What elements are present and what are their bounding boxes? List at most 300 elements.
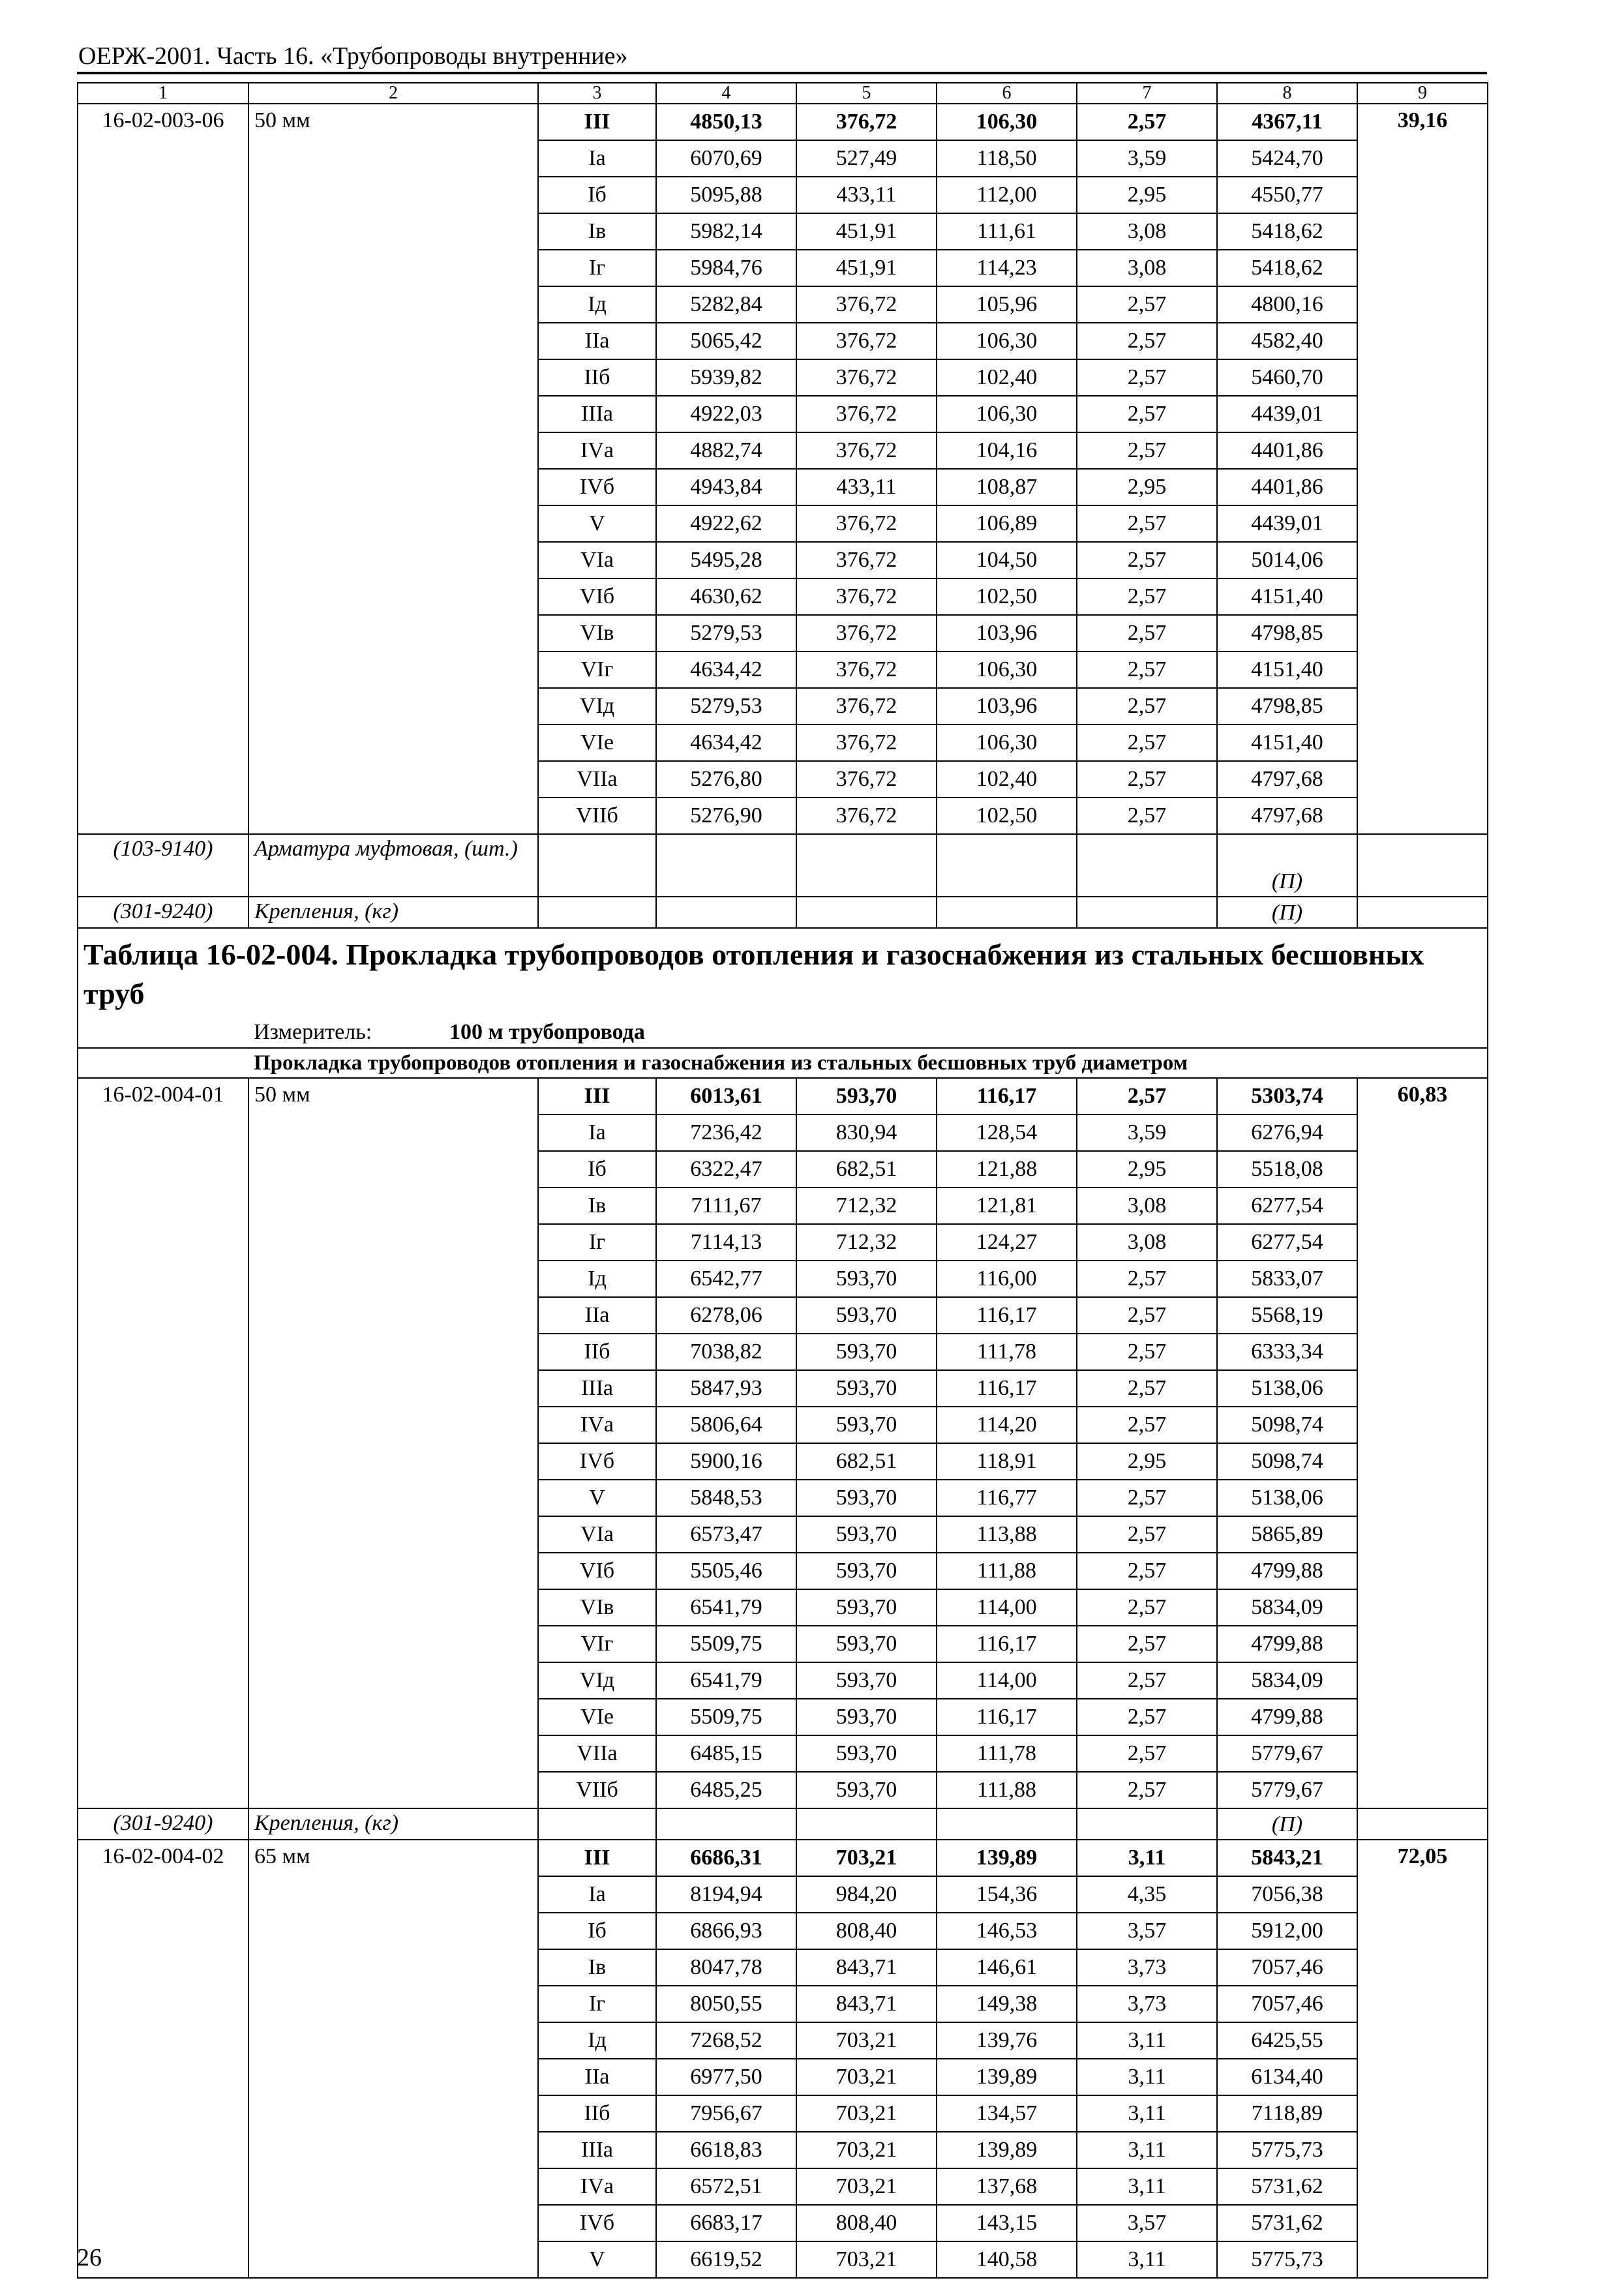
value-cell: 2,57 (1077, 1626, 1217, 1662)
value-cell: 6541,79 (656, 1662, 796, 1699)
value-cell: 433,11 (796, 177, 937, 213)
value-cell: 2,57 (1077, 615, 1217, 651)
table-body (78, 83, 1488, 2278)
value-cell: 376,72 (796, 396, 937, 432)
value-cell: 703,21 (796, 1840, 937, 1876)
value-cell: 137,68 (937, 2168, 1077, 2205)
value-cell: 451,91 (796, 250, 937, 286)
value-cell: 2,57 (1077, 542, 1217, 578)
value-cell: 116,17 (937, 1078, 1077, 1115)
value-cell: 4798,85 (1217, 615, 1357, 651)
value-cell: 3,11 (1077, 2059, 1217, 2095)
value-cell: 2,95 (1077, 469, 1217, 505)
value-cell: 2,57 (1077, 104, 1217, 140)
value-cell: 116,17 (937, 1626, 1077, 1662)
value-cell: 5806,64 (656, 1407, 796, 1443)
value-cell: 3,08 (1077, 1224, 1217, 1261)
zone-cell: VIа (538, 1516, 656, 1553)
zone-cell: V (538, 1480, 656, 1516)
value-cell: 2,57 (1077, 1699, 1217, 1735)
empty-cell (937, 1808, 1077, 1840)
value-cell: 128,54 (937, 1115, 1077, 1151)
zone-cell: Iд (538, 2022, 656, 2059)
resource-name: Арматура муфтовая, (шт.) (248, 834, 538, 897)
table-title: Таблица 16-02-004. Прокладка трубопроводов отопления и газоснабжения из стальных бесшовных труб (78, 928, 1488, 1017)
value-cell: 6277,54 (1217, 1224, 1357, 1261)
rate-row (78, 104, 1488, 140)
value-cell: 2,57 (1077, 688, 1217, 725)
zone-cell: IIб (538, 2095, 656, 2132)
value-cell: 703,21 (796, 2132, 937, 2168)
zone-cell: Iв (538, 1949, 656, 1986)
value-cell: 4943,84 (656, 469, 796, 505)
value-cell: 6541,79 (656, 1589, 796, 1626)
column-number: 9 (1357, 83, 1488, 104)
value-cell: 106,30 (937, 396, 1077, 432)
value-cell: 6619,52 (656, 2241, 796, 2278)
value-cell: 703,21 (796, 2059, 937, 2095)
value-cell: 4799,88 (1217, 1553, 1357, 1589)
value-cell: 114,20 (937, 1407, 1077, 1443)
empty-cell (796, 834, 937, 897)
resource-code: (301-9240) (78, 1808, 248, 1840)
value-cell: 5982,14 (656, 213, 796, 250)
value-cell: 5138,06 (1217, 1370, 1357, 1407)
value-cell: 4799,88 (1217, 1699, 1357, 1735)
value-cell: 4634,42 (656, 651, 796, 688)
value-cell: 5833,07 (1217, 1261, 1357, 1297)
value-cell: 6485,15 (656, 1735, 796, 1772)
value-cell: 5279,53 (656, 615, 796, 651)
value-cell: 112,00 (937, 177, 1077, 213)
value-cell: 5509,75 (656, 1626, 796, 1662)
rate-row (78, 1840, 1488, 1876)
value-cell: 376,72 (796, 578, 937, 615)
empty-cell (1077, 1808, 1217, 1840)
value-cell: 4850,13 (656, 104, 796, 140)
zone-cell: Iг (538, 1224, 656, 1261)
value-cell: 111,78 (937, 1334, 1077, 1370)
zone-cell: Iа (538, 140, 656, 177)
value-cell: 6866,93 (656, 1913, 796, 1949)
zone-cell: Iа (538, 1876, 656, 1913)
zone-cell: Iд (538, 286, 656, 323)
value-cell: 7111,67 (656, 1188, 796, 1224)
zone-cell: V (538, 505, 656, 542)
value-cell: 8194,94 (656, 1876, 796, 1913)
value-cell: 5303,74 (1217, 1078, 1357, 1115)
value-cell: 4439,01 (1217, 396, 1357, 432)
value-cell: 593,70 (796, 1553, 937, 1589)
empty-cell (1077, 897, 1217, 928)
meter-row (78, 1017, 1488, 1048)
resource-name: Крепления, (кг) (248, 897, 538, 928)
value-cell: 116,17 (937, 1699, 1077, 1735)
value-cell: 376,72 (796, 432, 937, 469)
value-cell: 108,87 (937, 469, 1077, 505)
rate-name: 50 мм (248, 104, 538, 834)
value-cell: 3,57 (1077, 1913, 1217, 1949)
column-number: 1 (78, 83, 248, 104)
page-number: 26 (77, 2244, 102, 2271)
value-cell: 2,57 (1077, 1589, 1217, 1626)
resource-row (78, 1808, 1488, 1840)
value-cell: 2,57 (1077, 359, 1217, 396)
value-cell: 6134,40 (1217, 2059, 1357, 2095)
value-cell: 593,70 (796, 1078, 937, 1115)
resource-value: (П) (1217, 834, 1357, 897)
value-cell: 2,57 (1077, 1553, 1217, 1589)
zone-cell: IIа (538, 2059, 656, 2095)
resource-value: (П) (1217, 1808, 1357, 1840)
value-cell: 5460,70 (1217, 359, 1357, 396)
value-cell: 6322,47 (656, 1151, 796, 1188)
empty-cell (656, 897, 796, 928)
value-cell: 7268,52 (656, 2022, 796, 2059)
value-cell: 2,95 (1077, 177, 1217, 213)
value-cell: 4582,40 (1217, 323, 1357, 359)
table-title-row (78, 928, 1488, 1017)
zone-cell: VIб (538, 1553, 656, 1589)
value-cell: 4800,16 (1217, 286, 1357, 323)
value-cell: 5095,88 (656, 177, 796, 213)
empty-cell (78, 1017, 248, 1048)
empty-cell (1357, 897, 1488, 928)
value-cell: 2,57 (1077, 578, 1217, 615)
empty-cell (1357, 1808, 1488, 1840)
value-cell: 106,30 (937, 651, 1077, 688)
zone-cell: Iг (538, 250, 656, 286)
value-cell: 146,53 (937, 1913, 1077, 1949)
value-cell: 2,95 (1077, 1151, 1217, 1188)
page-header: ОЕРЖ-2001. Часть 16. «Трубопроводы внутренние» (78, 42, 628, 70)
empty-cell (78, 1048, 248, 1078)
value-cell: 2,57 (1077, 1297, 1217, 1334)
zone-cell: IIа (538, 1297, 656, 1334)
value-cell: 703,21 (796, 2022, 937, 2059)
value-cell: 376,72 (796, 651, 937, 688)
value-cell: 4151,40 (1217, 578, 1357, 615)
value-cell: 4401,86 (1217, 469, 1357, 505)
value-cell: 5779,67 (1217, 1735, 1357, 1772)
zone-cell: VIв (538, 615, 656, 651)
empty-cell (937, 834, 1077, 897)
zone-cell: Iб (538, 1151, 656, 1188)
value-cell: 4151,40 (1217, 725, 1357, 761)
value-cell: 527,49 (796, 140, 937, 177)
zone-cell: III (538, 104, 656, 140)
value-cell: 121,88 (937, 1151, 1077, 1188)
zone-cell: VIв (538, 1589, 656, 1626)
value-cell: 116,77 (937, 1480, 1077, 1516)
value-cell: 6333,34 (1217, 1334, 1357, 1370)
value-cell: 7057,46 (1217, 1986, 1357, 2022)
value-cell: 984,20 (796, 1876, 937, 1913)
value-cell: 4367,11 (1217, 104, 1357, 140)
empty-cell (538, 897, 656, 928)
value-cell: 376,72 (796, 688, 937, 725)
value-cell: 2,57 (1077, 1516, 1217, 1553)
value-cell: 102,40 (937, 359, 1077, 396)
value-cell: 5775,73 (1217, 2132, 1357, 2168)
value-cell: 124,27 (937, 1224, 1077, 1261)
value-cell: 5509,75 (656, 1699, 796, 1735)
value-cell: 376,72 (796, 542, 937, 578)
zone-cell: Iб (538, 1913, 656, 1949)
value-cell: 154,36 (937, 1876, 1077, 1913)
value-cell: 703,21 (796, 2168, 937, 2205)
rate-code: 16-02-003-06 (78, 104, 248, 834)
value-cell: 6425,55 (1217, 2022, 1357, 2059)
zone-cell: Iв (538, 1188, 656, 1224)
value-cell: 2,57 (1077, 798, 1217, 834)
rate-code: 16-02-004-01 (78, 1078, 248, 1808)
value-cell: 376,72 (796, 505, 937, 542)
value-cell: 7057,46 (1217, 1949, 1357, 1986)
value-cell: 2,57 (1077, 651, 1217, 688)
value-cell: 712,32 (796, 1188, 937, 1224)
zone-cell: IVб (538, 2205, 656, 2241)
value-cell: 5098,74 (1217, 1407, 1357, 1443)
value-cell: 106,30 (937, 725, 1077, 761)
column-number: 5 (796, 83, 937, 104)
table-subtitle: Прокладка трубопроводов отопления и газоснабжения из стальных бесшовных труб диаметром (248, 1048, 1488, 1078)
empty-cell (1077, 834, 1217, 897)
column-number: 2 (248, 83, 538, 104)
value-cell: 3,08 (1077, 1188, 1217, 1224)
empty-cell (538, 1808, 656, 1840)
value-cell: 3,11 (1077, 2022, 1217, 2059)
value-cell: 2,57 (1077, 286, 1217, 323)
value-cell: 3,08 (1077, 250, 1217, 286)
value-cell: 5276,90 (656, 798, 796, 834)
value-cell: 2,57 (1077, 1407, 1217, 1443)
value-cell: 2,57 (1077, 1480, 1217, 1516)
rate-total: 60,83 (1357, 1078, 1488, 1808)
value-cell: 2,57 (1077, 432, 1217, 469)
value-cell: 118,91 (937, 1443, 1077, 1480)
value-cell: 4882,74 (656, 432, 796, 469)
value-cell: 4797,68 (1217, 798, 1357, 834)
value-cell: 4797,68 (1217, 761, 1357, 798)
value-cell: 451,91 (796, 213, 937, 250)
value-cell: 5731,62 (1217, 2205, 1357, 2241)
value-cell: 4922,03 (656, 396, 796, 432)
zone-cell: IVб (538, 469, 656, 505)
value-cell: 6277,54 (1217, 1188, 1357, 1224)
zone-cell: IVа (538, 432, 656, 469)
value-cell: 4634,42 (656, 725, 796, 761)
zone-cell: VIе (538, 1699, 656, 1735)
value-cell: 143,15 (937, 2205, 1077, 2241)
value-cell: 140,58 (937, 2241, 1077, 2278)
value-cell: 149,38 (937, 1986, 1077, 2022)
value-cell: 5834,09 (1217, 1589, 1357, 1626)
meter-value: 100 м трубопровода (449, 1020, 645, 1044)
value-cell: 146,61 (937, 1949, 1077, 1986)
value-cell: 2,57 (1077, 323, 1217, 359)
value-cell: 6572,51 (656, 2168, 796, 2205)
value-cell: 808,40 (796, 1913, 937, 1949)
value-cell: 682,51 (796, 1443, 937, 1480)
value-cell: 6686,31 (656, 1840, 796, 1876)
value-cell: 104,16 (937, 432, 1077, 469)
value-cell: 114,23 (937, 250, 1077, 286)
value-cell: 682,51 (796, 1151, 937, 1188)
zone-cell: Iа (538, 1115, 656, 1151)
value-cell: 4550,77 (1217, 177, 1357, 213)
zone-cell: III (538, 1840, 656, 1876)
value-cell: 102,40 (937, 761, 1077, 798)
empty-cell (656, 834, 796, 897)
value-cell: 6683,17 (656, 2205, 796, 2241)
column-number: 6 (937, 83, 1077, 104)
value-cell: 2,57 (1077, 1735, 1217, 1772)
value-cell: 376,72 (796, 725, 937, 761)
value-cell: 376,72 (796, 286, 937, 323)
zone-cell: VIг (538, 651, 656, 688)
value-cell: 593,70 (796, 1261, 937, 1297)
zone-cell: Iг (538, 1986, 656, 2022)
value-cell: 593,70 (796, 1735, 937, 1772)
zone-cell: Iв (538, 213, 656, 250)
column-number: 7 (1077, 83, 1217, 104)
zone-cell: VIIа (538, 1735, 656, 1772)
value-cell: 5900,16 (656, 1443, 796, 1480)
zone-cell: VIIб (538, 798, 656, 834)
zone-cell: V (538, 2241, 656, 2278)
value-cell: 4401,86 (1217, 432, 1357, 469)
value-cell: 593,70 (796, 1516, 937, 1553)
value-cell: 3,73 (1077, 1949, 1217, 1986)
subtitle-row (78, 1048, 1488, 1078)
value-cell: 2,57 (1077, 396, 1217, 432)
value-cell: 102,50 (937, 578, 1077, 615)
value-cell: 6977,50 (656, 2059, 796, 2095)
value-cell: 5505,46 (656, 1553, 796, 1589)
resource-row (78, 834, 1488, 897)
value-cell: 3,73 (1077, 1986, 1217, 2022)
value-cell: 2,57 (1077, 505, 1217, 542)
meter-cell (248, 1017, 1488, 1048)
zone-cell: IVб (538, 1443, 656, 1480)
value-cell: 5098,74 (1217, 1443, 1357, 1480)
value-cell: 139,76 (937, 2022, 1077, 2059)
value-cell: 7118,89 (1217, 2095, 1357, 2132)
value-cell: 113,88 (937, 1516, 1077, 1553)
value-cell: 6070,69 (656, 140, 796, 177)
value-cell: 843,71 (796, 1986, 937, 2022)
value-cell: 703,21 (796, 2241, 937, 2278)
value-cell: 5424,70 (1217, 140, 1357, 177)
value-cell: 593,70 (796, 1370, 937, 1407)
zone-cell: IVа (538, 1407, 656, 1443)
value-cell: 5014,06 (1217, 542, 1357, 578)
value-cell: 4,35 (1077, 1876, 1217, 1913)
value-cell: 6542,77 (656, 1261, 796, 1297)
resource-code: (301-9240) (78, 897, 248, 928)
value-cell: 103,96 (937, 615, 1077, 651)
value-cell: 6276,94 (1217, 1115, 1357, 1151)
value-cell: 102,50 (937, 798, 1077, 834)
meter-label: Измеритель: (254, 1020, 372, 1044)
value-cell: 5138,06 (1217, 1480, 1357, 1516)
zone-cell: IIIа (538, 396, 656, 432)
value-cell: 376,72 (796, 104, 937, 140)
rate-total: 72,05 (1357, 1840, 1488, 2278)
value-cell: 2,57 (1077, 1078, 1217, 1115)
rate-name: 50 мм (248, 1078, 538, 1808)
value-cell: 139,89 (937, 2132, 1077, 2168)
zone-cell: IVа (538, 2168, 656, 2205)
rates-table (77, 82, 1488, 2279)
zone-cell: VIIб (538, 1772, 656, 1808)
value-cell: 111,88 (937, 1553, 1077, 1589)
value-cell: 116,17 (937, 1297, 1077, 1334)
value-cell: 2,57 (1077, 1772, 1217, 1808)
value-cell: 843,71 (796, 1949, 937, 1986)
zone-cell: VIа (538, 542, 656, 578)
value-cell: 5418,62 (1217, 250, 1357, 286)
value-cell: 433,11 (796, 469, 937, 505)
value-cell: 7956,67 (656, 2095, 796, 2132)
value-cell: 5834,09 (1217, 1662, 1357, 1699)
value-cell: 116,00 (937, 1261, 1077, 1297)
value-cell: 5847,93 (656, 1370, 796, 1407)
zone-cell: VIIа (538, 761, 656, 798)
value-cell: 4151,40 (1217, 651, 1357, 688)
value-cell: 2,57 (1077, 761, 1217, 798)
value-cell: 106,30 (937, 323, 1077, 359)
value-cell: 5775,73 (1217, 2241, 1357, 2278)
value-cell: 111,78 (937, 1735, 1077, 1772)
resource-code: (103-9140) (78, 834, 248, 897)
value-cell: 7114,13 (656, 1224, 796, 1261)
value-cell: 106,30 (937, 104, 1077, 140)
zone-cell: IIб (538, 1334, 656, 1370)
value-cell: 5912,00 (1217, 1913, 1357, 1949)
value-cell: 5495,28 (656, 542, 796, 578)
value-cell: 4439,01 (1217, 505, 1357, 542)
zone-cell: IIIа (538, 2132, 656, 2168)
value-cell: 114,00 (937, 1589, 1077, 1626)
value-cell: 2,57 (1077, 725, 1217, 761)
value-cell: 376,72 (796, 359, 937, 396)
value-cell: 3,11 (1077, 2132, 1217, 2168)
value-cell: 6485,25 (656, 1772, 796, 1808)
value-cell: 376,72 (796, 761, 937, 798)
value-cell: 6278,06 (656, 1297, 796, 1334)
value-cell: 5518,08 (1217, 1151, 1357, 1188)
value-cell: 5279,53 (656, 688, 796, 725)
value-cell: 139,89 (937, 2059, 1077, 2095)
value-cell: 106,89 (937, 505, 1077, 542)
value-cell: 376,72 (796, 798, 937, 834)
value-cell: 121,81 (937, 1188, 1077, 1224)
zone-cell: III (538, 1078, 656, 1115)
value-cell: 114,00 (937, 1662, 1077, 1699)
rate-name: 65 мм (248, 1840, 538, 2278)
value-cell: 134,57 (937, 2095, 1077, 2132)
value-cell: 2,57 (1077, 1370, 1217, 1407)
value-cell: 8047,78 (656, 1949, 796, 1986)
resource-name: Крепления, (кг) (248, 1808, 538, 1840)
zone-cell: VIе (538, 725, 656, 761)
value-cell: 3,59 (1077, 140, 1217, 177)
resource-row (78, 897, 1488, 928)
value-cell: 593,70 (796, 1662, 937, 1699)
value-cell: 7056,38 (1217, 1876, 1357, 1913)
